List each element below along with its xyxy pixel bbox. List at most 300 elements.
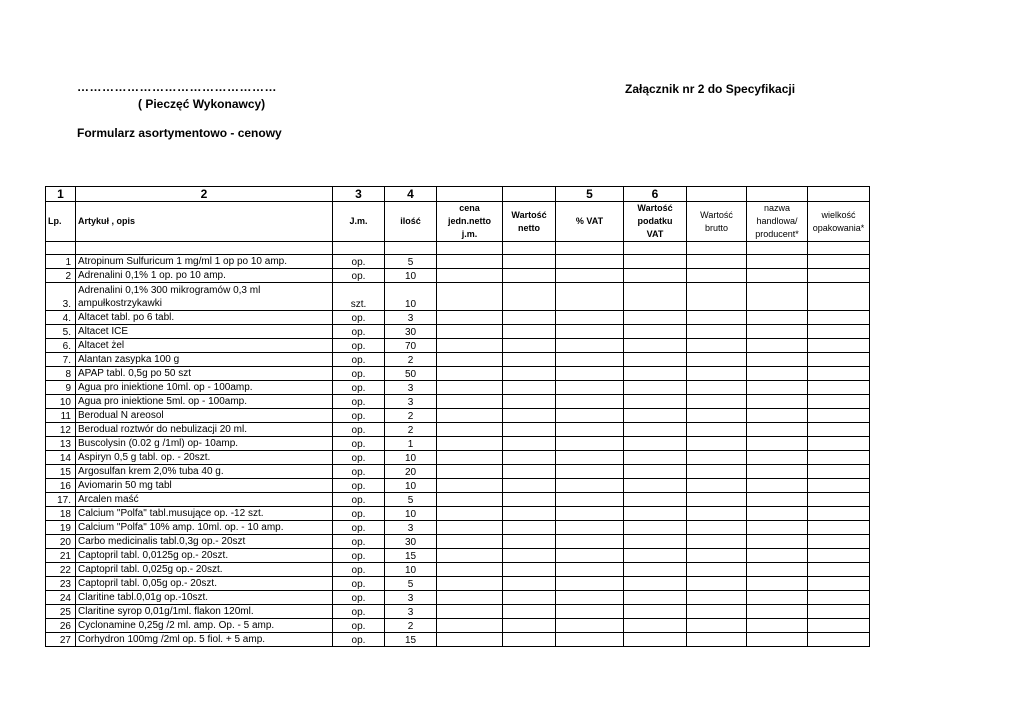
price-input-cell — [437, 563, 503, 577]
table-row — [46, 605, 870, 619]
price-input-cell — [687, 409, 747, 423]
table-row — [46, 619, 870, 633]
quantity-cell: 2 — [385, 423, 437, 437]
row-number-cell: 16 — [46, 479, 76, 493]
price-input-cell — [808, 577, 870, 591]
price-input-cell — [556, 549, 624, 563]
article-cell: Claritine syrop 0,01g/1ml. flakon 120ml. — [76, 605, 333, 619]
unit-cell: op. — [333, 311, 385, 325]
price-input-cell — [808, 493, 870, 507]
price-input-cell — [437, 633, 503, 647]
article-cell: Calcium "Polfa" tabl.musujące op. -12 szt. — [76, 507, 333, 521]
quantity-cell: 3 — [385, 381, 437, 395]
price-input-cell — [624, 255, 687, 269]
row-number-cell: 24 — [46, 591, 76, 605]
column-header-row — [46, 202, 870, 242]
article-cell: Claritine tabl.0,01g op.-10szt. — [76, 591, 333, 605]
price-input-cell — [624, 353, 687, 367]
quantity-cell: 3 — [385, 591, 437, 605]
row-number-cell: 1 — [46, 255, 76, 269]
price-input-cell — [503, 479, 556, 493]
price-input-cell — [556, 577, 624, 591]
unit-cell: op. — [333, 521, 385, 535]
row-number-cell: 13 — [46, 437, 76, 451]
quantity-cell: 2 — [385, 619, 437, 633]
unit-cell: szt. — [333, 283, 385, 311]
price-input-cell — [808, 269, 870, 283]
price-input-cell — [624, 549, 687, 563]
price-input-cell — [503, 451, 556, 465]
price-input-cell — [624, 269, 687, 283]
article-cell: Calcium "Polfa" 10% amp. 10ml. op. - 10 amp. — [76, 521, 333, 535]
price-input-cell — [808, 535, 870, 549]
price-input-cell — [503, 507, 556, 521]
row-number-cell: 7. — [46, 353, 76, 367]
price-input-cell — [437, 283, 503, 311]
price-input-cell — [556, 325, 624, 339]
price-input-cell — [747, 451, 808, 465]
price-input-cell — [503, 395, 556, 409]
price-input-cell — [808, 353, 870, 367]
spacer-row — [46, 242, 870, 255]
price-input-cell — [437, 423, 503, 437]
price-input-cell — [503, 269, 556, 283]
price-input-cell — [808, 381, 870, 395]
unit-cell: op. — [333, 493, 385, 507]
article-cell: Cyclonamine 0,25g /2 ml. amp. Op. - 5 amp. — [76, 619, 333, 633]
column-number-cell: 6 — [624, 187, 687, 202]
price-input-cell — [808, 451, 870, 465]
row-number-cell: 18 — [46, 507, 76, 521]
unit-cell: op. — [333, 423, 385, 437]
price-input-cell — [437, 493, 503, 507]
price-input-cell — [747, 269, 808, 283]
price-input-cell — [437, 409, 503, 423]
quantity-cell: 5 — [385, 493, 437, 507]
column-number-cell: 1 — [46, 187, 76, 202]
price-input-cell — [747, 591, 808, 605]
price-input-cell — [437, 605, 503, 619]
price-input-cell — [687, 535, 747, 549]
price-input-cell — [687, 269, 747, 283]
column-header-cell: wielkość opakowania* — [808, 202, 870, 242]
price-input-cell — [503, 339, 556, 353]
article-cell: Aviomarin 50 mg tabl — [76, 479, 333, 493]
price-input-cell — [687, 465, 747, 479]
row-number-cell: 4. — [46, 311, 76, 325]
price-form-table — [45, 186, 870, 647]
price-input-cell — [747, 423, 808, 437]
price-input-cell — [747, 577, 808, 591]
unit-cell: op. — [333, 605, 385, 619]
column-number-cell — [808, 187, 870, 202]
table-row — [46, 535, 870, 549]
price-input-cell — [624, 339, 687, 353]
price-input-cell — [556, 619, 624, 633]
price-input-cell — [747, 633, 808, 647]
price-input-cell — [624, 437, 687, 451]
price-input-cell — [808, 549, 870, 563]
article-cell: Agua pro iniektione 5ml. op - 100amp. — [76, 395, 333, 409]
column-number-cell — [437, 187, 503, 202]
row-number-cell: 19 — [46, 521, 76, 535]
price-input-cell — [556, 283, 624, 311]
price-input-cell — [437, 465, 503, 479]
table-row — [46, 507, 870, 521]
table-row — [46, 521, 870, 535]
price-input-cell — [437, 395, 503, 409]
unit-cell: op. — [333, 395, 385, 409]
price-input-cell — [556, 493, 624, 507]
price-input-cell — [437, 591, 503, 605]
quantity-cell: 10 — [385, 507, 437, 521]
article-cell: Captopril tabl. 0,05g op.- 20szt. — [76, 577, 333, 591]
price-input-cell — [687, 311, 747, 325]
price-input-cell — [503, 325, 556, 339]
row-number-cell: 21 — [46, 549, 76, 563]
price-input-cell — [747, 535, 808, 549]
price-input-cell — [437, 549, 503, 563]
column-header-cell: nazwa handlowa/ producent* — [747, 202, 808, 242]
price-input-cell — [624, 311, 687, 325]
price-input-cell — [624, 479, 687, 493]
price-input-cell — [503, 493, 556, 507]
row-number-cell: 25 — [46, 605, 76, 619]
price-input-cell — [503, 563, 556, 577]
price-input-cell — [624, 521, 687, 535]
row-number-cell: 12 — [46, 423, 76, 437]
price-input-cell — [556, 381, 624, 395]
price-input-cell — [624, 507, 687, 521]
table-row — [46, 437, 870, 451]
price-input-cell — [808, 395, 870, 409]
price-input-cell — [437, 367, 503, 381]
price-input-cell — [808, 325, 870, 339]
unit-cell: op. — [333, 633, 385, 647]
quantity-cell: 10 — [385, 269, 437, 283]
spacer-cell — [556, 242, 624, 255]
price-input-cell — [808, 311, 870, 325]
column-header-cell: % VAT — [556, 202, 624, 242]
spacer-cell — [437, 242, 503, 255]
unit-cell: op. — [333, 367, 385, 381]
table-row — [46, 549, 870, 563]
price-input-cell — [808, 591, 870, 605]
price-input-cell — [624, 367, 687, 381]
unit-cell: op. — [333, 451, 385, 465]
table-row — [46, 325, 870, 339]
price-input-cell — [556, 563, 624, 577]
price-input-cell — [556, 591, 624, 605]
quantity-cell: 2 — [385, 353, 437, 367]
unit-cell: op. — [333, 325, 385, 339]
row-number-cell: 9 — [46, 381, 76, 395]
price-input-cell — [437, 255, 503, 269]
spacer-cell — [333, 242, 385, 255]
column-number-cell: 3 — [333, 187, 385, 202]
price-input-cell — [437, 353, 503, 367]
price-input-cell — [437, 507, 503, 521]
column-number-cell — [747, 187, 808, 202]
price-input-cell — [747, 283, 808, 311]
price-input-cell — [503, 549, 556, 563]
price-input-cell — [687, 339, 747, 353]
table-row — [46, 353, 870, 367]
price-input-cell — [808, 367, 870, 381]
price-input-cell — [808, 605, 870, 619]
price-input-cell — [747, 409, 808, 423]
price-input-cell — [556, 423, 624, 437]
article-cell: Aspiryn 0,5 g tabl. op. - 20szt. — [76, 451, 333, 465]
unit-cell: op. — [333, 591, 385, 605]
column-header-cell: Wartość podatku VAT — [624, 202, 687, 242]
unit-cell: op. — [333, 549, 385, 563]
article-cell: Altacet żel — [76, 339, 333, 353]
spacer-cell — [46, 242, 76, 255]
price-input-cell — [808, 507, 870, 521]
column-number-cell: 2 — [76, 187, 333, 202]
price-input-cell — [503, 535, 556, 549]
price-input-cell — [624, 493, 687, 507]
quantity-cell: 30 — [385, 535, 437, 549]
price-input-cell — [687, 591, 747, 605]
quantity-cell: 20 — [385, 465, 437, 479]
row-number-cell: 22 — [46, 563, 76, 577]
price-input-cell — [556, 535, 624, 549]
article-cell: Altacet ICE — [76, 325, 333, 339]
price-input-cell — [556, 605, 624, 619]
quantity-cell: 15 — [385, 549, 437, 563]
price-input-cell — [624, 465, 687, 479]
column-header-cell: Artykuł , opis — [76, 202, 333, 242]
row-number-cell: 10 — [46, 395, 76, 409]
price-input-cell — [808, 437, 870, 451]
article-cell: Atropinum Sulfuricum 1 mg/ml 1 op po 10 amp. — [76, 255, 333, 269]
price-input-cell — [503, 353, 556, 367]
price-input-cell — [503, 283, 556, 311]
row-number-cell: 5. — [46, 325, 76, 339]
price-input-cell — [503, 633, 556, 647]
table-row — [46, 367, 870, 381]
column-number-cell: 5 — [556, 187, 624, 202]
price-input-cell — [747, 521, 808, 535]
quantity-cell: 3 — [385, 395, 437, 409]
price-input-cell — [556, 409, 624, 423]
table-row — [46, 633, 870, 647]
price-input-cell — [437, 535, 503, 549]
unit-cell: op. — [333, 381, 385, 395]
price-input-cell — [437, 521, 503, 535]
price-input-cell — [747, 563, 808, 577]
row-number-cell: 17. — [46, 493, 76, 507]
article-cell: Agua pro iniektione 10ml. op - 100amp. — [76, 381, 333, 395]
quantity-cell: 15 — [385, 633, 437, 647]
price-input-cell — [747, 465, 808, 479]
price-input-cell — [437, 479, 503, 493]
price-input-cell — [503, 409, 556, 423]
column-number-cell — [503, 187, 556, 202]
price-input-cell — [503, 521, 556, 535]
unit-cell: op. — [333, 507, 385, 521]
row-number-cell: 27 — [46, 633, 76, 647]
annex-title: Załącznik nr 2 do Specyfikacji — [625, 82, 796, 96]
price-input-cell — [556, 367, 624, 381]
price-input-cell — [503, 605, 556, 619]
column-number-cell: 4 — [385, 187, 437, 202]
price-input-cell — [437, 437, 503, 451]
price-input-cell — [624, 563, 687, 577]
table-row — [46, 409, 870, 423]
price-input-cell — [808, 619, 870, 633]
price-input-cell — [437, 339, 503, 353]
column-header-cell: Wartość brutto — [687, 202, 747, 242]
quantity-cell: 10 — [385, 451, 437, 465]
price-input-cell — [556, 255, 624, 269]
price-input-cell — [687, 521, 747, 535]
price-input-cell — [437, 577, 503, 591]
column-header-cell: cena jedn.netto j.m. — [437, 202, 503, 242]
quantity-cell: 30 — [385, 325, 437, 339]
price-input-cell — [556, 633, 624, 647]
row-number-cell: 6. — [46, 339, 76, 353]
price-input-cell — [437, 311, 503, 325]
spacer-cell — [747, 242, 808, 255]
price-input-cell — [503, 367, 556, 381]
price-input-cell — [747, 353, 808, 367]
price-input-cell — [808, 521, 870, 535]
article-cell: Buscolysin (0.02 g /1ml) op- 10amp. — [76, 437, 333, 451]
table-row — [46, 479, 870, 493]
column-number-cell — [687, 187, 747, 202]
row-number-cell: 11 — [46, 409, 76, 423]
price-input-cell — [687, 507, 747, 521]
table-row — [46, 395, 870, 409]
price-input-cell — [687, 283, 747, 311]
price-input-cell — [747, 339, 808, 353]
price-input-cell — [687, 367, 747, 381]
article-cell: Adrenalini 0,1% 1 op. po 10 amp. — [76, 269, 333, 283]
price-input-cell — [687, 353, 747, 367]
price-input-cell — [437, 619, 503, 633]
price-input-cell — [624, 395, 687, 409]
quantity-cell: 5 — [385, 577, 437, 591]
price-input-cell — [808, 633, 870, 647]
price-input-cell — [808, 339, 870, 353]
price-input-cell — [624, 423, 687, 437]
column-header-cell: Lp. — [46, 202, 76, 242]
table-row — [46, 563, 870, 577]
price-input-cell — [624, 381, 687, 395]
price-input-cell — [556, 311, 624, 325]
article-cell: Argosulfan krem 2,0% tuba 40 g. — [76, 465, 333, 479]
price-input-cell — [556, 339, 624, 353]
price-input-cell — [687, 563, 747, 577]
price-input-cell — [747, 381, 808, 395]
price-input-cell — [687, 255, 747, 269]
unit-cell: op. — [333, 577, 385, 591]
price-input-cell — [687, 437, 747, 451]
price-input-cell — [747, 395, 808, 409]
price-input-cell — [624, 451, 687, 465]
price-input-cell — [556, 451, 624, 465]
price-input-cell — [808, 255, 870, 269]
unit-cell: op. — [333, 465, 385, 479]
quantity-cell: 10 — [385, 283, 437, 311]
unit-cell: op. — [333, 269, 385, 283]
price-input-cell — [747, 619, 808, 633]
unit-cell: op. — [333, 619, 385, 633]
price-input-cell — [808, 423, 870, 437]
price-input-cell — [556, 521, 624, 535]
price-input-cell — [556, 269, 624, 283]
column-header-cell: Wartość netto — [503, 202, 556, 242]
price-input-cell — [687, 381, 747, 395]
unit-cell: op. — [333, 409, 385, 423]
price-input-cell — [687, 549, 747, 563]
price-input-cell — [624, 591, 687, 605]
price-input-cell — [624, 633, 687, 647]
price-input-cell — [624, 605, 687, 619]
table-row — [46, 577, 870, 591]
quantity-cell: 3 — [385, 521, 437, 535]
table-row — [46, 283, 870, 311]
price-input-cell — [437, 325, 503, 339]
price-input-cell — [808, 465, 870, 479]
table-row — [46, 255, 870, 269]
price-input-cell — [747, 507, 808, 521]
table-row — [46, 591, 870, 605]
article-cell: Captopril tabl. 0,0125g op.- 20szt. — [76, 549, 333, 563]
spacer-cell — [76, 242, 333, 255]
spacer-cell — [808, 242, 870, 255]
row-number-cell: 2 — [46, 269, 76, 283]
unit-cell: op. — [333, 479, 385, 493]
price-input-cell — [687, 633, 747, 647]
row-number-cell: 3. — [46, 283, 76, 311]
price-input-cell — [808, 479, 870, 493]
price-input-cell — [437, 381, 503, 395]
unit-cell: op. — [333, 353, 385, 367]
unit-cell: op. — [333, 535, 385, 549]
price-input-cell — [747, 605, 808, 619]
table-row — [46, 465, 870, 479]
quantity-cell: 5 — [385, 255, 437, 269]
spacer-cell — [385, 242, 437, 255]
price-input-cell — [747, 493, 808, 507]
price-input-cell — [624, 535, 687, 549]
price-input-cell — [747, 367, 808, 381]
price-input-cell — [687, 479, 747, 493]
quantity-cell: 10 — [385, 479, 437, 493]
price-input-cell — [808, 563, 870, 577]
row-number-cell: 26 — [46, 619, 76, 633]
article-cell: Captopril tabl. 0,025g op.- 20szt. — [76, 563, 333, 577]
table-row — [46, 423, 870, 437]
article-cell: Berodual roztwór do nebulizacji 20 ml. — [76, 423, 333, 437]
row-number-cell: 14 — [46, 451, 76, 465]
form-title: Formularz asortymentowo - cenowy — [77, 126, 282, 140]
table-row — [46, 451, 870, 465]
unit-cell: op. — [333, 255, 385, 269]
article-cell: Carbo medicinalis tabl.0,3g op.- 20szt — [76, 535, 333, 549]
price-input-cell — [556, 507, 624, 521]
price-input-cell — [687, 605, 747, 619]
quantity-cell: 3 — [385, 311, 437, 325]
price-input-cell — [747, 549, 808, 563]
price-input-cell — [556, 465, 624, 479]
quantity-cell: 10 — [385, 563, 437, 577]
price-input-cell — [747, 325, 808, 339]
